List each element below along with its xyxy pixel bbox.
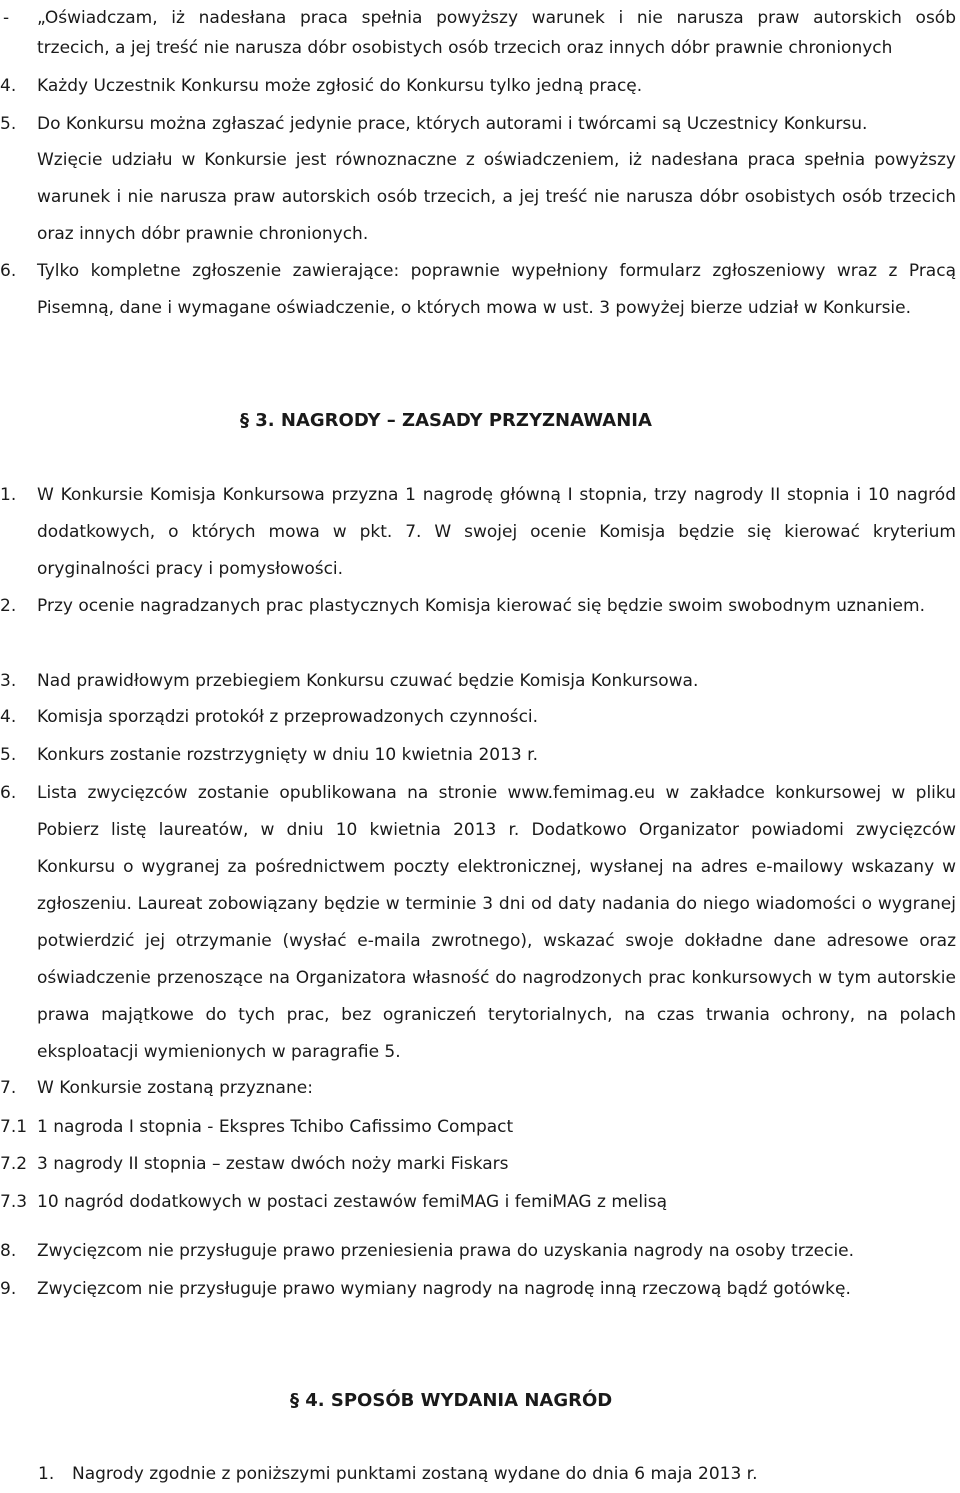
item-number: 1. — [0, 485, 17, 505]
item-number: 4. — [0, 76, 17, 96]
item-text: 10 nagród dodatkowych w postaci zestawów femiMAG i femiMAG z melisą — [37, 1192, 668, 1212]
item-text: Do Konkursu można zgłaszać jedynie prace, których autorami i twórcami są Uczestnicy Konkursu. — [37, 114, 868, 134]
item-number: 9. — [0, 1279, 17, 1299]
item-text: W Konkursie zostaną przyznane: — [37, 1078, 313, 1098]
item-number: 7.2 — [0, 1154, 28, 1174]
item-number: 5. — [0, 745, 17, 765]
s3-item-5 — [0, 737, 960, 774]
item-text: 1 nagroda I stopnia - Ekspres Tchibo Cafissimo Compact — [37, 1117, 514, 1137]
item-text: Komisja sporządzi protokół z przeprowadzonych czynności. — [37, 707, 539, 727]
section-4-heading: § 4. SPOSÓB WYDANIA NAGRÓD — [290, 1390, 613, 1411]
s3-item-8 — [0, 1233, 960, 1270]
s3-item-6 — [0, 775, 960, 1071]
s4-item-1 — [0, 1456, 960, 1493]
item-text: Przy ocenie nagradzanych prac plastycznych Komisja kierować się będzie swoim swobodnym uznaniem. — [37, 596, 925, 616]
s3-item-7-3 — [0, 1184, 960, 1221]
item-number: 7.1 — [0, 1117, 28, 1137]
item-text: Każdy Uczestnik Konkursu może zgłosić do Konkursu tylko jedną pracę. — [37, 76, 643, 96]
item-text: W Konkursie Komisja Konkursowa przyzna 1 nagrodę główną I stopnia, trzy nagrody II stopnia i 10 nagród dodatkowych, o których mowa w pkt. 7. W swojej ocenie Komisja będzie się kierować kryterium oryginalności pracy i pomysłowości. — [37, 485, 956, 579]
item-text: Nagrody zgodnie z poniższymi punktami zostaną wydane do dnia 6 maja 2013 r. — [72, 1464, 758, 1484]
top-item-6 — [0, 253, 960, 327]
item-text: Konkurs zostanie rozstrzygnięty w dniu 10 kwietnia 2013 r. — [37, 745, 538, 765]
item-text: Nad prawidłowym przebiegiem Konkursu czuwać będzie Komisja Konkursowa. — [37, 671, 699, 691]
s3-item-7-1 — [0, 1109, 960, 1146]
section-3-heading: § 3. NAGRODY – ZASADY PRZYZNAWANIA — [240, 410, 652, 431]
s3-item-2 — [0, 588, 960, 625]
item-text: Tylko kompletne zgłoszenie zawierające: poprawnie wypełniony formularz zgłoszeniowy wraz z Pracą Pisemną, dane i wymagane oświadczenie, o których mowa w ust. 3 powyżej bierze udział w Konkursie. — [37, 261, 956, 318]
s3-item-7 — [0, 1070, 960, 1107]
item-number: 6. — [0, 783, 17, 803]
quote-text-2: trzecich, a jej treść nie narusza dóbr osobistych osób trzecich oraz innych dóbr prawnie chronionych — [37, 38, 893, 58]
item-number: 4. — [0, 707, 17, 727]
top-item-4 — [0, 68, 960, 105]
s3-item-4 — [0, 699, 960, 736]
item-number: 7. — [0, 1078, 17, 1098]
item-number: 2. — [0, 596, 17, 616]
item-number: 3. — [0, 671, 17, 691]
item-text: Zwycięzcom nie przysługuje prawo wymiany nagrody na nagrodę inną rzeczową bądź gotówkę. — [37, 1279, 851, 1299]
item-number: 1. — [38, 1464, 55, 1484]
item-number: 8. — [0, 1241, 17, 1261]
item-number: 6. — [0, 261, 17, 281]
item-text: Zwycięzcom nie przysługuje prawo przeniesienia prawa do uzyskania nagrody na osoby trzecie. — [37, 1241, 855, 1261]
s3-item-3 — [0, 663, 960, 700]
quote-line-2 — [0, 30, 960, 67]
dash-marker: - — [3, 8, 10, 28]
item-number: 7.3 — [0, 1192, 28, 1212]
s3-item-9 — [0, 1271, 960, 1308]
quote-text-1: „Oświadczam, iż nadesłana praca spełnia powyższy warunek i nie narusza praw autorskich osób — [37, 8, 956, 28]
top-item-5 — [0, 106, 960, 143]
s3-item-7-2 — [0, 1146, 960, 1183]
item-text: 3 nagrody II stopnia – zestaw dwóch noży marki Fiskars — [37, 1154, 509, 1174]
item-number: 5. — [0, 114, 17, 134]
top-item-5-continuation: Wzięcie udziału w Konkursie jest równoznaczne z oświadczeniem, iż nadesłana praca spełnia powyższy warunek i nie narusza praw autorskich osób trzecich, a jej treść nie narusza dóbr osobistych osób trzecich oraz innych dóbr prawnie chronionych. — [37, 150, 956, 244]
s3-item-1 — [0, 477, 960, 588]
item-text: Lista zwycięzców zostanie opublikowana na stronie www.femimag.eu w zakładce konkursowej w pliku Pobierz listę laureatów, w dniu 10 kwietnia 2013 r. Dodatkowo Organizator powiadomi zwycięzców Konkursu o wygranej za pośrednictwem poczty elektronicznej, wysłanej na adres e-mailowy wskazany w zgłoszeniu. Laureat zobowiązany będzie w terminie 3 dni od daty nadania do niego wiadomości o wygranej potwierdzić jej otrzymanie (wysłać e-maila zwrotnego), wskazać swoje dokładne dane adresowe oraz oświadczenie przenoszące na Organizatora własność do nagrodzonych prac konkursowych w tym autorskie prawa majątkowe do tych prac, bez ograniczeń terytorialnych, na czas trwania ochrony, na polach eksploatacji wymienionych w paragrafie 5. — [37, 783, 956, 1062]
